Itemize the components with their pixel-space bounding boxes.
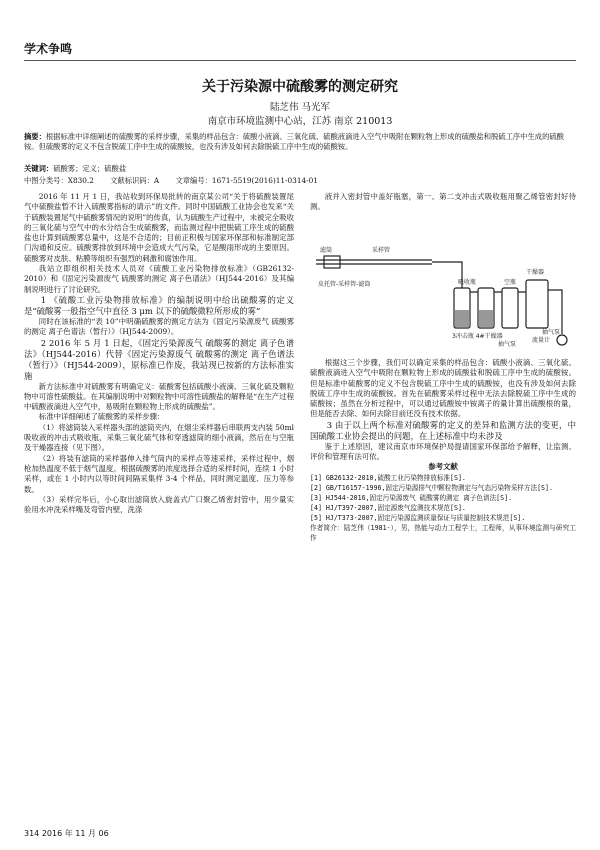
diagram-label: 滤筒 [320, 247, 333, 254]
page-footer: 314 2016 年 11 月 06 [24, 829, 109, 838]
clc-number: 中图分类号：X830.2 [24, 176, 94, 185]
diagram-caption: 3冲击瓶 4#干燥器 [452, 333, 503, 340]
paragraph: （3）采样完毕后，小心取出滤筒放入旋盖式广口聚乙烯密封管中，用少量实验用水冲洗采样嘴及弯管内壁，洗涤 [24, 494, 294, 515]
paragraph: （1）将滤筒装入采样器头部的滤筒夹内，在烟尘采样器后串联两支内装 50ml 吸收液的冲击式吸收瓶，采集三氧化硫气体和穿透滤筒的细小液滴，然后在与空瓶及干燥器连接（见下图）。 [24, 422, 294, 453]
diagram-label: 吸收瓶 [458, 279, 477, 286]
section-label: 学术争鸣 [24, 42, 73, 56]
abstract-text: 根据标准中详细阐述的硫酸雾的采样步骤，采集的样品包含：硫酸小液滴、三氧化硫、硫酸液滴进入空气中吸附在颗粒物上形成的硫酸盐和脱硫工序中生成的硫酸铵。但硫酸雾的定义不包含脱硫工序中生成的硫酸铵，也没有涉及如何去除脱硫工序中生成的硫酸铵。 [24, 132, 564, 151]
paragraph: （2）将装有滤筒的采样器伸入排气筒内的采样点等速采样，采样过程中，烟枪加热温度不低于烟气温度。根据硫酸雾的浓度选择合适的采样时间，连续 1 小时采样，或在 1 小时内以等时间间隔采集样 3-4 个样品，同时测定温度、压力等参数。 [24, 453, 294, 494]
reference-item: [1] GB26132-2010,硫酸工业污染物排放标准[S]. [310, 473, 466, 482]
diagram-label: 采样管 [372, 247, 391, 254]
reference-item: [5] HJ/T373-2007,固定污染源监测质量保证与质量控制技术规范[S]. [310, 513, 526, 522]
diagram-label: 流量计 [532, 337, 551, 344]
references-title: 参考文献 [428, 462, 458, 472]
article-title: 关于污染源中硫酸雾的测定研究 [202, 79, 398, 95]
right-column-top [310, 192, 576, 213]
abstract-label: 摘要： [24, 132, 46, 141]
paragraph: 2 2016 年 5 月 1 日起，《固定污染源废气 硫酸雾的测定 离子色谱法》（HJ544-2016）代替《固定污染源废气 硫酸雾的测定 离子色谱法（暂行）》（HJ544-2009），原标准已作废，我站现已按新的方法标准实施 [24, 337, 294, 381]
diagram-label: 抽气泵 [542, 329, 561, 336]
paragraph: 2016 年 11 月 1 日，我站收到环保局批转的南京某公司“关于将硫酸装置尾气中硫酸盐暂不计入硫酸雾指标的请示”的文件。同时中国硫酸工业协会也发来“关于硫酸装置尾气中硫酸雾情况的说明”的传真，认为硫酸生产过程中，未被完全吸收的三氧化硫与空气中的水分结合生成硫酸雾，而监测过程中把脱硫工序生成的硫酸盐也计算到硫酸雾总量中，这是不合适的；目前正积极与国家环保部和标准制定部门沟通和反应。硫酸雾排放到环境中会造成大气污染，它是酸雨形成的主要原因。硫酸雾对皮肤、粘膜等组织有强烈的刺激和腐蚀作用。 [24, 192, 294, 263]
paragraph: 液并入密封管中盖好瓶塞，第一、第二支冲击式吸收瓶用聚乙烯管密封好待测。 [310, 192, 576, 212]
paragraph: 新方法标准中对硫酸雾有明确定义：硫酸雾包括硫酸小液滴、三氧化硫及颗粒物中可溶性硫酸盐。在其编制说明中对颗粒物中可溶性硫酸盐的解释是“在生产过程中硫酸液滴进入空气中，易吸附在颗粒物上形成的硫酸盐”。 [24, 381, 294, 412]
paragraph: 同时在该标准的“表 10”中明确硫酸雾的测定方法为《固定污染源废气 硫酸雾的测定 离子色谱法（暂行）》（HJ544-2009）。 [24, 316, 294, 337]
paragraph: 标准中详细阐述了硫酸雾的采样步骤： [38, 412, 165, 422]
left-column [24, 192, 294, 515]
reference-item: [3] HJ544-2016,固定污染源废气 硫酸雾的测定 离子色谱法[S]. [310, 493, 513, 502]
absorbent-liquid [455, 310, 469, 327]
paragraph: 我站立即组织相关技术人员对《硫酸工业污染物排放标准》（GB26132-2010）和《固定污染源废气 硫酸雾的测定 离子色谱法》（HJ544-2016）及其编制说明进行了讨论研究。 [24, 264, 294, 294]
article-id: 文章编号：1671-5519(2016)11-0314-01 [175, 176, 318, 185]
article-authors: 陆芝伟 马光军 [269, 102, 331, 113]
diagram-caption: 皮托管-采样管-滤筒 [318, 281, 371, 288]
article-affiliation: 南京市环境监测中心站，江苏 南京 210013 [207, 116, 393, 127]
empty-bottle [502, 288, 518, 328]
paragraph: 根据这三个步骤，我们可以确定采集的样品包含：硫酸小液滴、三氧化硫、硫酸液滴进入空气中吸附在颗粒物上形成的硫酸盐和脱硫工序中生成的硫酸铵。但是标准中硫酸雾的定义不包含脱硫工序中生成的硫酸铵，也没有涉及如何去除脱硫工序中生成的硫酸铵。首先在硫酸雾采样过程中无法去除脱硫工序中生成的硫酸铵；虽然在分析过程中，可以通过硫酸铵中铵离子的量计算出硫酸根的量，但是能否去除、如何去除目前还没有技术依据。 [310, 358, 576, 419]
paragraph: 3 由于以上两个标准对硫酸雾的定义的差异和监测方法的变更，中国硫酸工业协会提出的问题，在上述标准中均未涉及 [310, 419, 576, 441]
pump-icon [557, 335, 567, 345]
diagram-caption: 抽气泵 [498, 341, 517, 348]
abstract [24, 132, 576, 152]
absorbent-liquid [479, 310, 493, 327]
classification-line [24, 176, 576, 186]
keywords-text: 硫酸雾；定义；硫酸盐 [53, 164, 127, 173]
sampling-apparatus-diagram [312, 230, 574, 348]
header-divider [24, 60, 576, 61]
dryer [526, 280, 548, 328]
diagram-label: 空瓶 [504, 279, 517, 286]
paragraph: 鉴于上述原因，建议南京市环境保护局提请国家环保部给予解释，让监测、评价和管理有法可依。 [310, 441, 576, 462]
reference-item: [2] GB/T16157-1996,固定污染源排气中颗粒物测定与气态污染物采样方法[S]. [310, 483, 553, 492]
diagram-label: 干燥器 [526, 269, 545, 276]
paragraph: 1 《硫酸工业污染物排放标准》的编制说明中给出硫酸雾的定义是“硫酸雾一般指空气中直径 3 μm 以下的硫酸微粒所形成的雾” [24, 294, 294, 316]
keywords-label: 关键词： [24, 164, 54, 173]
document-code: 文献标识码：A [110, 176, 160, 185]
reference-item: [4] HJ/T397-2007,固定源废气监测技术规范[S]. [310, 503, 466, 512]
filter-holder [324, 256, 340, 268]
right-column [310, 358, 576, 543]
pump-line [548, 290, 562, 334]
author-bio: 作者简介：陆芝伟（1981-），男，热能与动力工程学士，工程师，从事环境监测与研究工作 [310, 523, 576, 542]
keywords [24, 164, 576, 174]
